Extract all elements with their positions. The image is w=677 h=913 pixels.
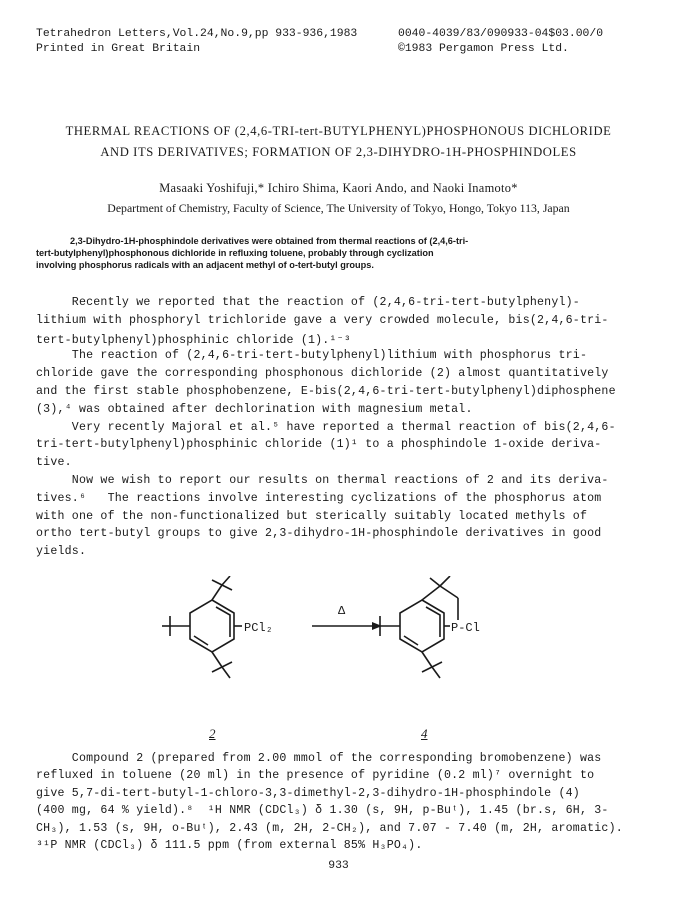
text-line: Now we wish to report our results on thermal reactions of 2 and its deriva-	[36, 474, 609, 487]
text-line: ortho tert-butyl groups to give 2,3-dihydro-1H-phosphindole derivatives in good	[36, 527, 602, 541]
text-line: yields.	[36, 545, 87, 559]
page-number: 933	[328, 860, 349, 872]
heat-symbol: Δ	[338, 604, 346, 618]
text-line: tri-tert-butylphenyl)phosphinic chloride (1)¹ to a phosphindole 1-oxide deriva-	[36, 438, 602, 452]
tbu-bond	[212, 585, 222, 600]
text-line: CH₃), 1.53 (s, 9H, o-Buᵗ), 2.43 (m, 2H, 2-CH₂), and 7.07 - 7.40 (m, 2H, aromatic).	[36, 821, 623, 835]
benzene-ring-right	[400, 600, 444, 652]
text-line: with one of the non-functionalized but sterically suitably located methyls of	[36, 509, 588, 523]
text-line: and the first stable phosphobenzene, E-bis(2,4,6-tri-tert-butylphenyl)diphosphene	[36, 385, 616, 398]
authors: Masaaki Yoshifuji,* Ichiro Shima, Kaori Ando, and Naoki Inamoto*	[159, 181, 518, 195]
compound-label-2: 2	[209, 726, 216, 741]
copyright: ©1983 Pergamon Press Ltd.	[398, 43, 569, 55]
text-line: refluxed in toluene (20 ml) in the presence of pyridine (0.2 ml)⁷ overnight to	[36, 769, 595, 783]
abstract-line: 2,3-Dihydro-1H-phosphindole derivatives were obtained from thermal reactions of (2,4,6-tri-	[70, 236, 469, 246]
abstract-line: tert-butylphenyl)phosphonous dichloride in refluxing toluene, probably through cyclization	[36, 248, 434, 258]
text-line: give 5,7-di-tert-butyl-1-chloro-3,3-dimethyl-2,3-dihydro-1H-phosphindole (4)	[36, 786, 580, 800]
journal-citation: Tetrahedron Letters,Vol.24,No.9,pp 933-936,1983	[36, 28, 358, 40]
title-line-1: THERMAL REACTIONS OF (2,4,6-TRI-tert-BUTYLPHENYL)PHOSPHONOUS DICHLORIDE	[65, 124, 612, 138]
text-line: tives.⁶ The reactions involve interesting cyclizations of the phosphorus atom	[36, 491, 602, 505]
text-line: The reaction of (2,4,6-tri-tert-butylphenyl)lithium with phosphorus tri-	[36, 349, 588, 363]
benzene-ring-left	[190, 600, 234, 652]
text-line: tert-butylphenyl)phosphinic chloride (1).¹⁻³	[36, 333, 351, 347]
text-line: Recently we reported that the reaction of (2,4,6-tri-tert-butylphenyl)-	[36, 296, 580, 309]
abstract-line: involving phosphorus radicals with an adjacent methyl of o-tert-butyl groups.	[36, 260, 374, 270]
text-line: tive.	[36, 456, 72, 470]
text-line: Compound 2 (prepared from 2.00 mmol of the corresponding bromobenzene) was	[36, 752, 602, 765]
text-line: chloride gave the corresponding phosphonous dichloride (2) almost quantitatively	[36, 367, 609, 381]
compound-label-4: 4	[421, 726, 428, 741]
text-line: Very recently Majoral et al.⁵ have reported a thermal reaction of bis(2,4,6-	[36, 420, 616, 434]
article-codes: 0040-4039/83/090933-04$03.00/0	[398, 28, 604, 40]
text-line: lithium with phosphoryl trichloride gave a very crowded molecule, bis(2,4,6-tri-	[36, 313, 609, 327]
text-line: (3),⁴ was obtained after dechlorination with magnesium metal.	[36, 402, 473, 416]
text-line: (400 mg, 64 % yield).⁸ ¹H NMR (CDCl₃) δ 1.30 (s, 9H, p-Buᵗ), 1.45 (br.s, 6H, 3-	[36, 804, 609, 818]
affiliation: Department of Chemistry, Faculty of Science, The University of Tokyo, Hongo, Tokyo 113, Japan	[107, 201, 570, 215]
printed-in: Printed in Great Britain	[36, 43, 201, 55]
title-line-2: AND ITS DERIVATIVES; FORMATION OF 2,3-DIHYDRO-1H-PHOSPHINDOLES	[100, 145, 577, 159]
pcl2-label: PCl₂	[244, 621, 273, 635]
reaction-scheme	[160, 576, 520, 716]
pcl-label: P-Cl	[451, 621, 480, 635]
text-line: ³¹P NMR (CDCl₃) δ 111.5 ppm (from external 85% H₃PO₄).	[36, 839, 423, 852]
